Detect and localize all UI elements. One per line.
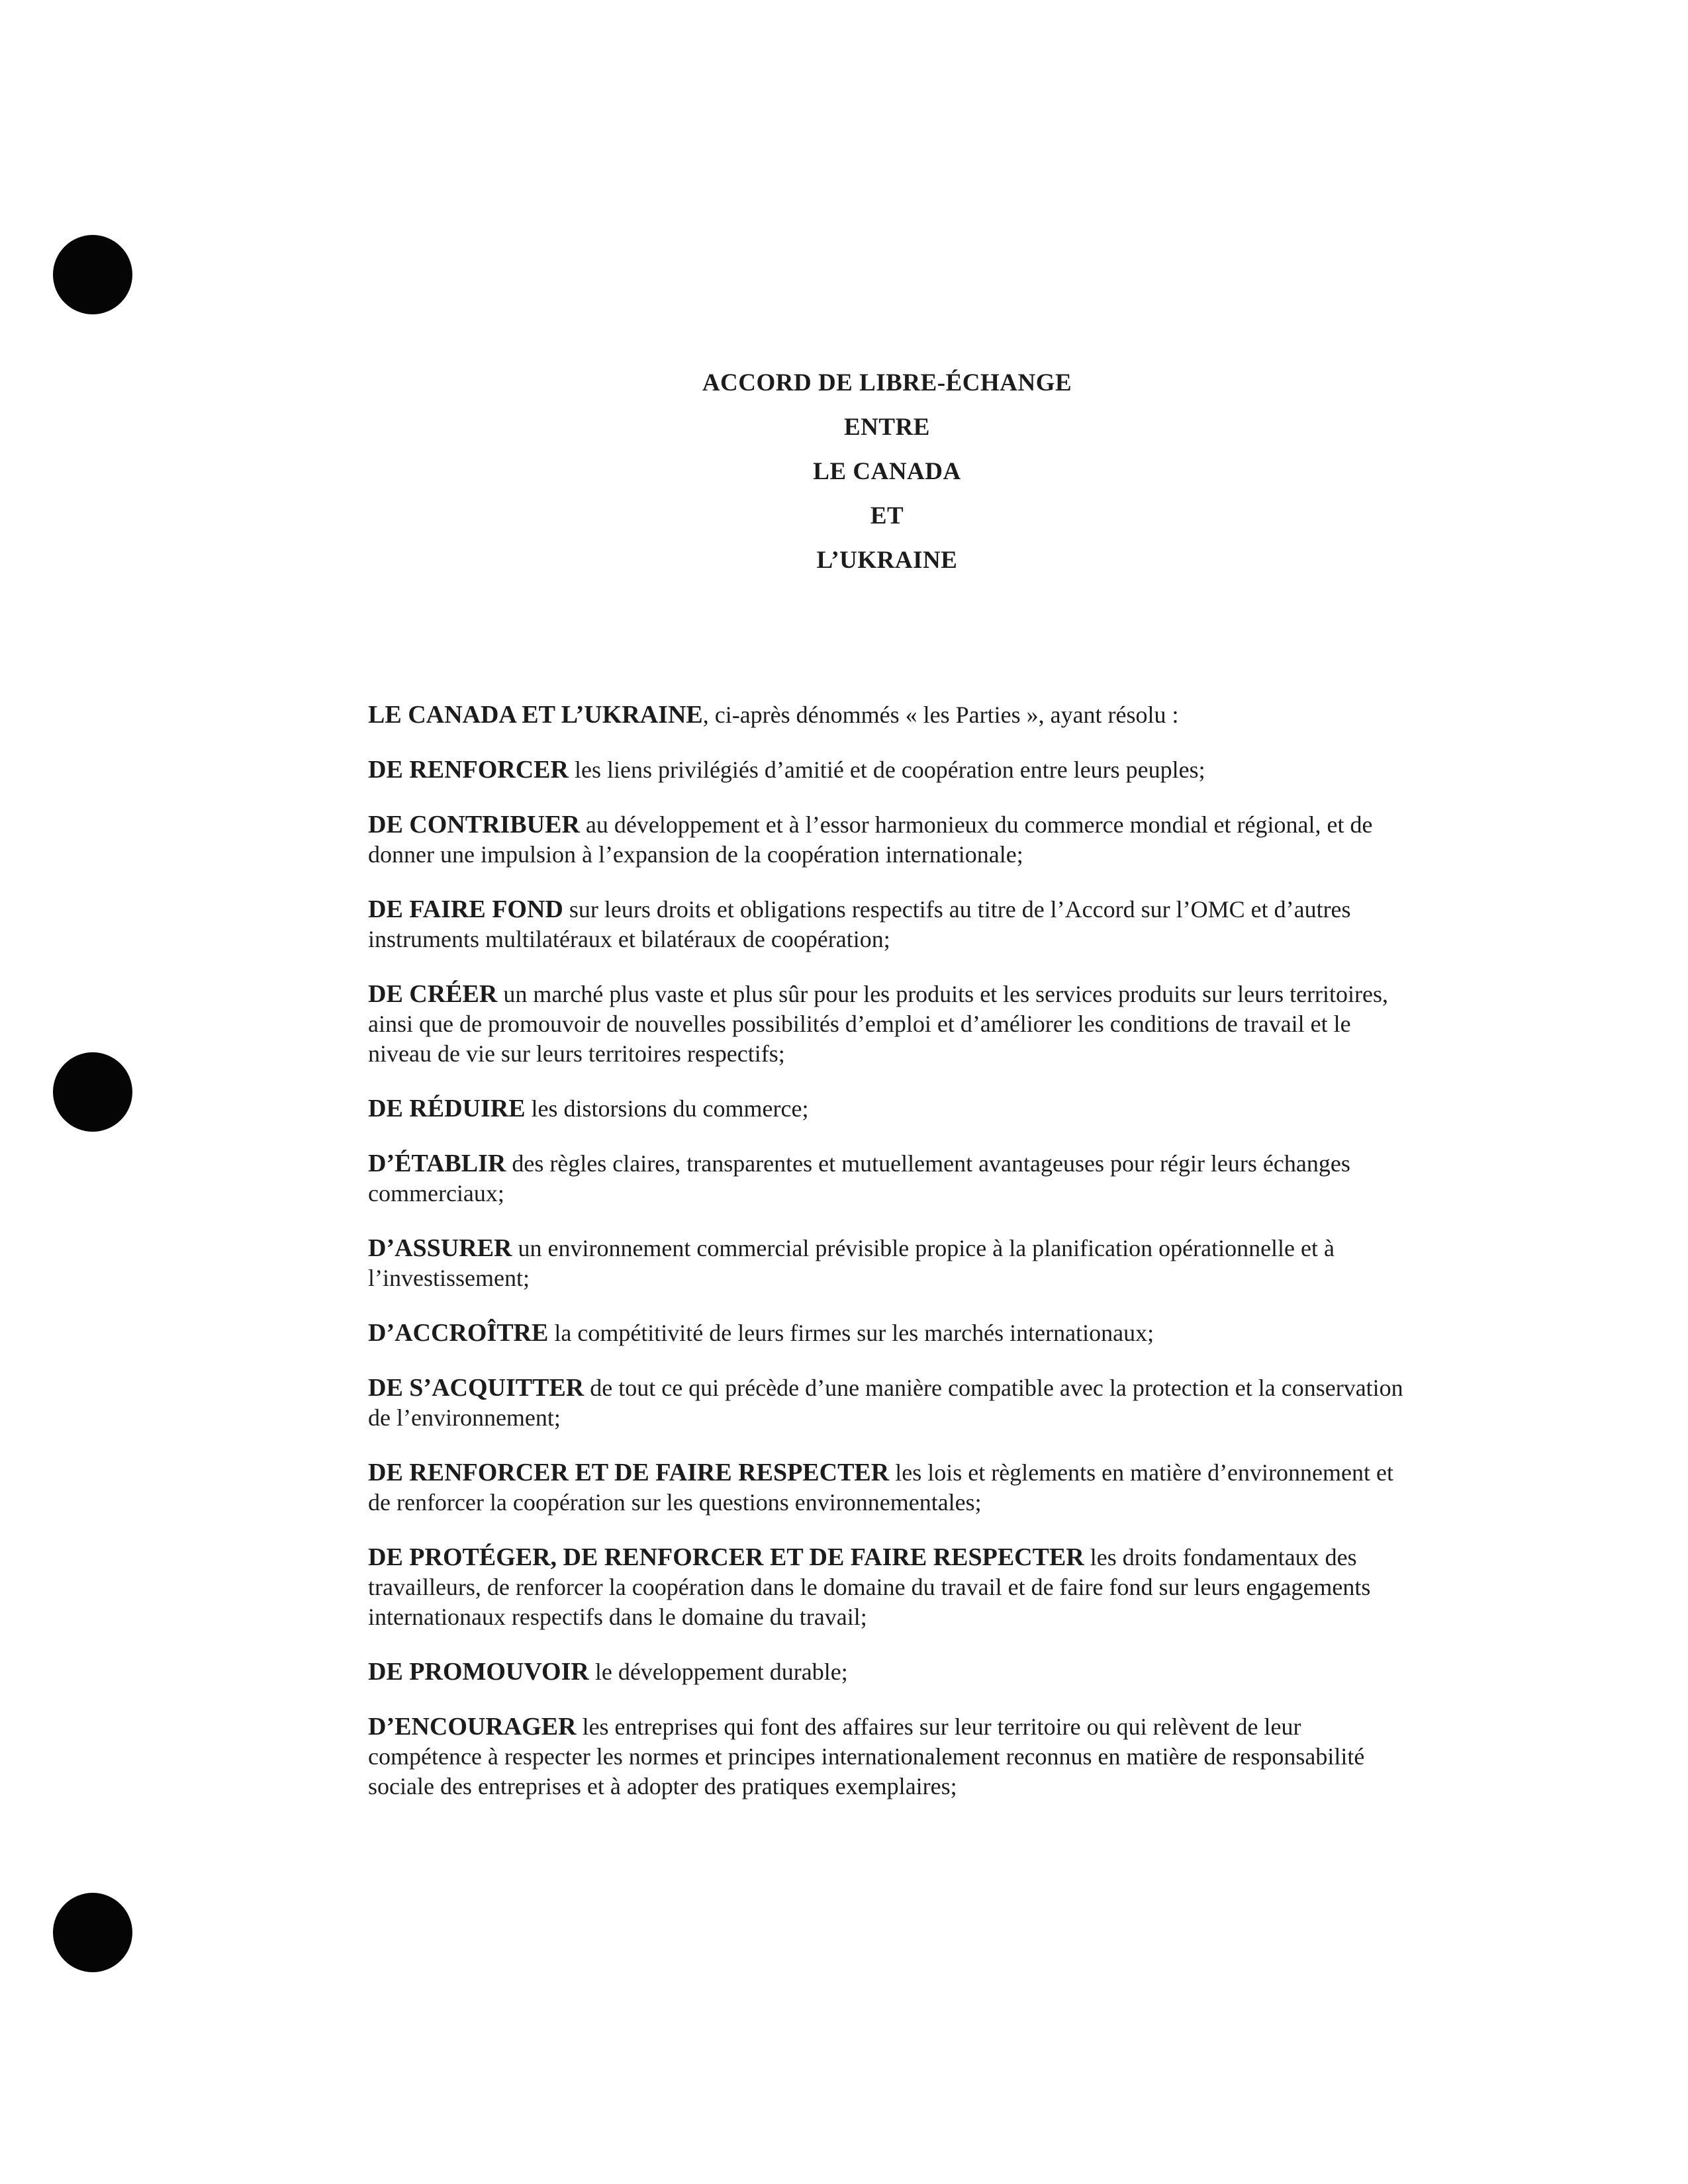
paragraph-text: les liens privilégiés d’amitié et de coopération entre leurs peuples;	[568, 756, 1205, 783]
paragraph-lead: DE CRÉER	[368, 980, 498, 1008]
preamble-paragraph	[368, 1458, 1407, 1518]
punch-hole-middle	[53, 1052, 132, 1132]
document-title	[0, 361, 1688, 582]
paragraph-text: un environnement commercial prévisible propice à la planification opérationnelle et à l’investissement;	[368, 1235, 1335, 1291]
paragraph-lead: LE CANADA ET L’UKRAINE	[368, 701, 703, 729]
preamble	[368, 700, 1407, 1827]
preamble-paragraph	[368, 810, 1407, 870]
paragraph-text: de tout ce qui précède d’une manière compatible avec la protection et la conservation de l’environnement;	[368, 1375, 1403, 1431]
paragraph-lead: D’ACCROÎTRE	[368, 1319, 549, 1347]
preamble-paragraph	[368, 1543, 1407, 1632]
preamble-paragraph	[368, 1712, 1407, 1801]
paragraph-lead: D’ÉTABLIR	[368, 1150, 506, 1177]
preamble-paragraph	[368, 1373, 1407, 1433]
title-line: LE CANADA	[813, 458, 961, 485]
preamble-paragraph	[368, 1657, 1407, 1687]
punch-hole-top	[53, 235, 132, 314]
paragraph-text: le développement durable;	[588, 1659, 848, 1685]
preamble-paragraph	[368, 979, 1407, 1069]
paragraph-lead: DE PROTÉGER, DE RENFORCER ET DE FAIRE RESPECTER	[368, 1543, 1084, 1571]
paragraph-lead: DE RÉDUIRE	[368, 1095, 526, 1122]
paragraph-lead: DE CONTRIBUER	[368, 811, 580, 839]
paragraph-text: les distorsions du commerce;	[525, 1095, 809, 1122]
title-line: ET	[870, 502, 904, 529]
title-line: ACCORD DE LIBRE-ÉCHANGE	[702, 369, 1072, 396]
paragraph-text: , ci-après dénommés « les Parties », ayant résolu :	[702, 702, 1179, 728]
paragraph-text: les droits fondamentaux des travailleurs, de renforcer la coopération dans le domaine du travail et de faire fond sur leurs engagements internationaux respectifs dans le domaine du travail;	[368, 1544, 1371, 1630]
paragraph-lead: DE RENFORCER	[368, 756, 569, 784]
paragraph-text: la compétitivité de leurs firmes sur les marchés internationaux;	[548, 1320, 1154, 1346]
punch-hole-bottom	[53, 1893, 132, 1972]
preamble-paragraph	[368, 1094, 1407, 1124]
paragraph-lead: D’ENCOURAGER	[368, 1713, 577, 1741]
paragraph-lead: D’ASSURER	[368, 1234, 512, 1262]
paragraph-lead: DE S’ACQUITTER	[368, 1374, 585, 1402]
paragraph-text: un marché plus vaste et plus sûr pour les produits et les services produits sur leurs territoires, ainsi que de promouvoir de nouvelles possibilités d’emploi et d’améliorer les conditions de travail et le niveau de vie sur leurs territoires respectifs;	[368, 981, 1389, 1067]
preamble-paragraph	[368, 895, 1407, 954]
paragraph-lead: DE FAIRE FOND	[368, 895, 563, 923]
paragraph-text: sur leurs droits et obligations respectifs au titre de l’Accord sur l’OMC et d’autres instruments multilatéraux et bilatéraux de coopération;	[368, 896, 1351, 952]
paragraph-text: des règles claires, transparentes et mutuellement avantageuses pour régir leurs échanges commerciaux;	[368, 1150, 1350, 1206]
title-line: ENTRE	[844, 414, 930, 441]
preamble-paragraph	[368, 1318, 1407, 1348]
paragraph-text: les entreprises qui font des affaires sur leur territoire ou qui relèvent de leur compétence à respecter les normes et principes internationalement reconnus en matière de responsabilité sociale des entreprises et à adopter des pratiques exemplaires;	[368, 1713, 1365, 1799]
preamble-paragraph	[368, 1149, 1407, 1208]
preamble-paragraph	[368, 1234, 1407, 1293]
paragraph-lead: DE PROMOUVOIR	[368, 1658, 589, 1686]
paragraph-lead: DE RENFORCER ET DE FAIRE RESPECTER	[368, 1459, 890, 1486]
preamble-paragraph	[368, 700, 1407, 730]
title-line: L’UKRAINE	[816, 547, 958, 574]
preamble-paragraph	[368, 755, 1407, 785]
paragraph-text: les lois et règlements en matière d’environnement et de renforcer la coopération sur les questions environnementales;	[368, 1459, 1393, 1516]
paragraph-text: au développement et à l’essor harmonieux du commerce mondial et régional, et de donner une impulsion à l’expansion de la coopération internationale;	[368, 811, 1373, 868]
